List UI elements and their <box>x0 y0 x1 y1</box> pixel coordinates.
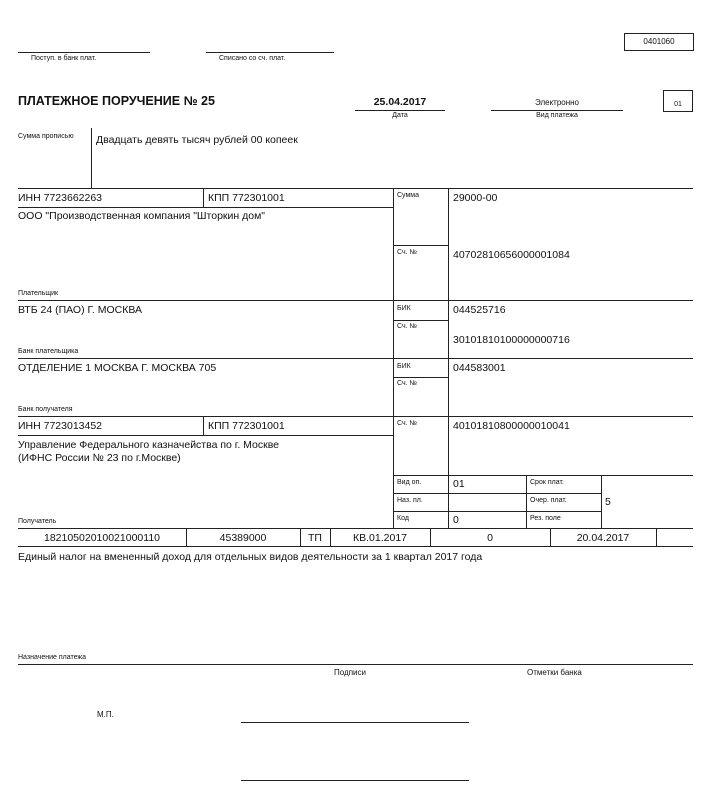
payer-bank-account-label: Сч. № <box>397 323 418 330</box>
vid-op-label: Вид оп. <box>397 479 422 486</box>
tax-field-doc-number: 0 <box>487 532 493 544</box>
tax-field-doc-date: 20.04.2017 <box>576 532 630 544</box>
payee-label: Получатель <box>18 518 57 525</box>
tax-field-period: КВ.01.2017 <box>353 532 407 544</box>
payer-bank-account-value: 30101810100000000716 <box>453 334 570 346</box>
signature-line-1 <box>241 722 469 723</box>
received-label: Поступ. в банк плат. <box>31 55 97 62</box>
signature-line-2 <box>241 780 469 781</box>
payee-account-value: 40101810800000010041 <box>453 420 570 432</box>
payer-inn: ИНН 7723662263 <box>18 192 103 204</box>
payer-account-value: 40702810656000001084 <box>453 249 570 261</box>
sum-value: 29000-00 <box>453 192 498 204</box>
doc-date: 25.04.2017 <box>373 96 427 108</box>
ochered-value: 5 <box>605 496 611 508</box>
payer-label: Плательщик <box>18 290 59 297</box>
payee-bank-bik-value: 044583001 <box>453 362 506 374</box>
payee-bank-label: Банк получателя <box>18 406 73 413</box>
payment-type-label: Вид платежа <box>536 112 578 119</box>
form-code: 0401060 <box>624 33 694 51</box>
payer-bank-name: ВТБ 24 (ПАО) Г. МОСКВА <box>18 304 143 316</box>
payer-kpp: КПП 772301001 <box>208 192 285 204</box>
debited-label: Списано со сч. плат. <box>219 55 286 62</box>
purpose-value: Единый налог на вмененный доход для отдельных видов деятельности за 1 квартал 2017 года <box>18 551 483 563</box>
sum-label: Сумма <box>397 192 419 199</box>
payee-name-line1: Управление Федерального казначейства по г. Москве <box>18 439 280 451</box>
ochered-label: Очер. плат. <box>530 497 567 504</box>
bank-marks-label: Отметки банка <box>527 668 582 677</box>
srok-label: Срок плат. <box>530 479 564 486</box>
kod-label: Код <box>397 515 409 522</box>
payee-bank-bik-label: БИК <box>397 363 411 370</box>
payee-bank-name: ОТДЕЛЕНИЕ 1 МОСКВА Г. МОСКВА 705 <box>18 362 217 374</box>
payment-type-value: Электронно <box>534 98 580 107</box>
tax-field-kbk: 18210502010021000110 <box>43 532 160 544</box>
vid-op-value: 01 <box>453 478 465 490</box>
payee-account-label: Сч. № <box>397 420 418 427</box>
payer-name: ООО "Производственная компания "Шторкин дом" <box>18 210 266 222</box>
tax-field-oktmo: 45389000 <box>219 532 267 544</box>
stamp-label: М.П. <box>97 710 114 719</box>
payer-bank-bik-label: БИК <box>397 305 411 312</box>
payee-bank-account-label: Сч. № <box>397 380 418 387</box>
payee-inn: ИНН 7723013452 <box>18 420 103 432</box>
date-label: Дата <box>392 112 408 119</box>
payee-name-line2: (ИФНС России № 23 по г.Москве) <box>18 452 181 464</box>
purpose-label: Назначение платежа <box>18 654 86 661</box>
naz-pl-label: Наз. пл. <box>397 497 423 504</box>
doc-title: ПЛАТЕЖНОЕ ПОРУЧЕНИЕ № 25 <box>18 94 215 108</box>
payee-kpp: КПП 772301001 <box>208 420 285 432</box>
payer-bank-bik-value: 044525716 <box>453 304 506 316</box>
tax-field-basis: ТП <box>308 532 322 544</box>
signatures-label: Подписи <box>334 668 366 677</box>
status-code-box: 01 <box>663 90 693 112</box>
payer-bank-label: Банк плательщика <box>18 348 79 355</box>
amount-words-value: Двадцать девять тысяч рублей 00 копеек <box>96 134 298 146</box>
amount-words-label: Сумма прописью <box>18 133 74 140</box>
kod-value: 0 <box>453 514 459 526</box>
rez-label: Рез. поле <box>530 515 561 522</box>
payer-account-label: Сч. № <box>397 249 418 256</box>
